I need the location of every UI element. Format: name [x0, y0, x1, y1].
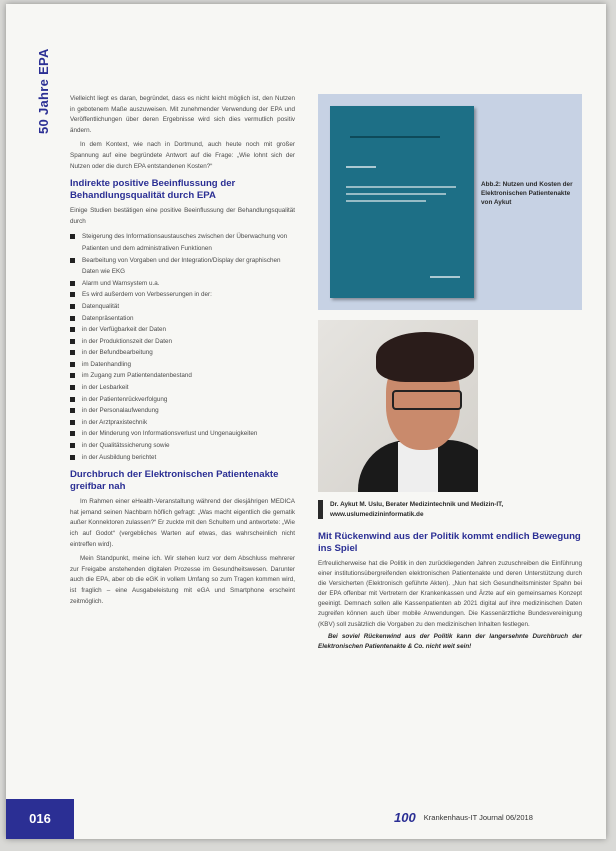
book-cover-image [330, 106, 474, 298]
bullet-square-icon [70, 339, 75, 344]
list-item: Datenpräsentation [70, 313, 295, 325]
list-item: in der Qualitätssicherung sowie [70, 440, 295, 452]
bullet-list [70, 231, 295, 463]
intro-paragraph-2: In dem Kontext, wie nach in Dortmund, auch heute noch mit großer Spannung auf eine begründete Antwort auf die Frage: „Wie lohnt sich der Nutzen oder die durch EPA entstandenen Kosten?“ [70, 141, 295, 170]
bullet-square-icon [70, 327, 75, 332]
lead-paragraph: Einige Studien bestätigen eine positive Beeinflussung der Behandlungsqualität durch [70, 207, 295, 225]
political-paragraph: Erfreulicherweise hat die Politik in den zurückliegenden Jahren zuzuschreiben die Einführung einer institutionsübergreifenden elektronischen Patientenakte und deren Unterstützung durch die Versicherten (Elektronisch geführte Akten). „Nun hat sich Gesundheitsminister Spahn bei der EPA offenbar mit Vertretern der Krankenkassen und Ärzte auf ein gemeinsames Konzept geeinigt. Demnach sollen alle Kassenpatienten ab 2021 digital auf ihre medizinischen Daten zugreifen können auch über mobile Anwendungen. Die Kassenärztliche Bundesvereinigung (KBV) soll zusätzlich die Vorgaben zu den medizinischen Inhalten festlegen. [318, 560, 582, 628]
section-side-title: 50 Jahre EPA [36, 48, 51, 134]
breakthrough-paragraph: Im Rahmen einer eHealth-Veranstaltung während der diesjährigen MEDICA hat jemand seinen Nachbarn höflich gefragt: „Was macht eigentlich die gematik außer Konnektoren zulassen?“ Er zuckte mit den Schultern und antwortete: „Wie ich auf Godot“ (vergebliches Warten auf etwas, das wahrscheinlich nicht eintreffen wird). [70, 498, 295, 548]
book-caption: Abb.2: Nutzen und Kosten der Elektronischen Patientenakte von Aykut [481, 181, 573, 206]
heading-breakthrough: Durchbruch der Elektronischen Patientenakte greifbar nah [70, 469, 279, 492]
intro-paragraph: Vielleicht liegt es daran, begründet, dass es nicht leicht möglich ist, den Nutzen in gebotenem Maße auszuweisen. Mit zunehmender Verwendung der EPA und Veröffentlichungen über deren Ergebnisse wird sich dies vermutlich positiv ändern. [70, 95, 295, 134]
closing-statement: Bei soviel Rückenwind aus der Politik kann der langersehnte Durchbruch der Elektronischen Patientenakte & Co. nicht weit sein! [318, 632, 582, 650]
bullet-square-icon [70, 385, 75, 390]
bullet-square-icon [70, 292, 75, 297]
bullet-square-icon [70, 455, 75, 460]
list-item: Steigerung des Informationsaustausches zwischen der Überwachung von Patienten und dem administrativen Funktionen [70, 231, 295, 254]
list-item: im Zugang zum Patientendatenbestand [70, 370, 295, 382]
right-column [318, 94, 582, 654]
bullet-square-icon [70, 350, 75, 355]
list-item: in der Patientenrückverfolgung [70, 394, 295, 406]
bullet-square-icon [70, 408, 75, 413]
bullet-square-icon [70, 234, 75, 239]
list-item: in der Minderung von Informationsverlust und Ungenauigkeiten [70, 428, 295, 440]
list-item: in der Lesbarkeit [70, 382, 295, 394]
list-item: in der Ausbildung berichtet [70, 452, 295, 464]
magazine-page [6, 4, 606, 839]
author-caption: Dr. Aykut M. Uslu, Berater Medizintechnik und Medizin-IT, www.uslumedizininformatik.de [318, 500, 582, 519]
list-item: Es wird außerdem von Verbesserungen in der: [70, 289, 295, 301]
bullet-square-icon [70, 258, 75, 263]
bullet-square-icon [70, 281, 75, 286]
breakthrough-paragraph-2: Mein Standpunkt, meine ich. Wir stehen kurz vor dem Abschluss mehrerer zur Freigabe anstehenden digitalen Prozesse im Gesundheitswesen. Darunter auch die EPA, aber ob die eGK in vollem Umfang so zum Tragen kommen wird, ist fraglich – eine Ausgabeleistung mit eGA und Smartphone erscheint zeitmöglich. [70, 555, 295, 605]
list-item: Alarm und Warnsystem u.a. [70, 278, 295, 290]
bullet-square-icon [70, 373, 75, 378]
footer [394, 810, 533, 825]
heading-indirect-influence: Indirekte positive Beeinflussung der Behandlungsqualität durch EPA [70, 178, 236, 201]
list-item: in der Produktionszeit der Daten [70, 336, 295, 348]
right-text-block [318, 531, 582, 652]
bullet-square-icon [70, 431, 75, 436]
heading-political-tailwind: Mit Rückenwind aus der Politik kommt endlich Bewegung ins Spiel [318, 531, 581, 554]
bullet-square-icon [70, 397, 75, 402]
left-column [70, 94, 295, 611]
list-item: Datenqualität [70, 301, 295, 313]
list-item: in der Befundbearbeitung [70, 347, 295, 359]
list-item: in der Personalaufwendung [70, 405, 295, 417]
list-item: im Datenhandling [70, 359, 295, 371]
bullet-square-icon [70, 362, 75, 367]
journal-logo-icon: 100 [394, 810, 416, 825]
publication-name: Krankenhaus-IT Journal 06/2018 [423, 813, 533, 822]
bullet-square-icon [70, 304, 75, 309]
list-item: Bearbeitung von Vorgaben und der Integration/Display der graphischen Daten wie EKG [70, 255, 295, 278]
bullet-square-icon [70, 316, 75, 321]
bullet-square-icon [70, 420, 75, 425]
book-figure [318, 94, 582, 310]
list-item: in der Verfügbarkeit der Daten [70, 324, 295, 336]
author-photo [318, 320, 478, 492]
list-item: in der Arztpraxistechnik [70, 417, 295, 429]
page-number: 016 [6, 799, 74, 839]
bullet-square-icon [70, 443, 75, 448]
